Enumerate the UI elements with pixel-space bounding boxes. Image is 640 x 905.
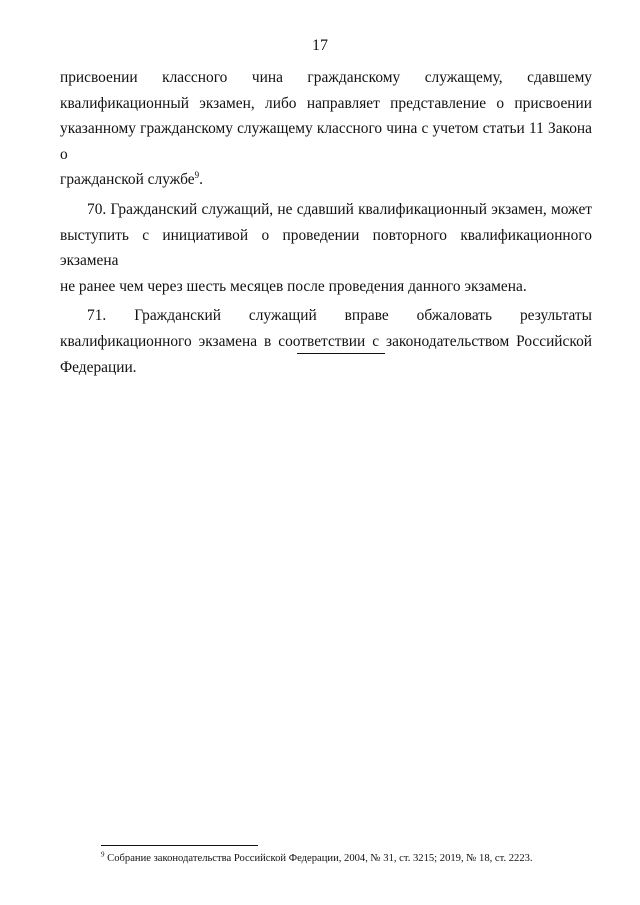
paragraph-line: присвоении классного чина гражданскому служащему, сдавшему (60, 69, 592, 86)
paragraph-line: 71. Гражданский служащий вправе обжаловать результаты (87, 307, 592, 325)
footnote-reference: 9 (194, 170, 200, 181)
document-body (60, 65, 592, 380)
section-end-divider (297, 353, 385, 354)
paragraph-70 (60, 197, 592, 299)
paragraph-line: указанному гражданскому служащему классного чина с учетом статьи 11 Закона о (60, 120, 592, 163)
paragraph-line-last: Федерации. (60, 358, 137, 376)
paragraph-continuation (60, 65, 592, 193)
paragraph-line-punct: . (199, 171, 203, 189)
paragraph-line: квалификационного экзамена в соответствии с законодательством Российской (60, 332, 592, 350)
paragraph-line-last (60, 167, 592, 193)
footnote-separator (101, 845, 258, 846)
footnote-text: Собрание законодательства Российской Федерации, 2004, № 31, ст. 3215; 2019, № 18, ст. 2223. (104, 853, 533, 864)
paragraph-line: выступить с инициативой о проведении повторного квалификационного экзамена (60, 226, 592, 270)
paragraph-line-text: гражданской службе (60, 171, 195, 189)
paragraph-line: квалификационный экзамен, либо направляет представление о присвоении (60, 94, 592, 112)
paragraph-line: 70. Гражданский служащий, не сдавший квалификационный экзамен, может (87, 200, 592, 218)
page-number: 17 (312, 37, 328, 54)
paragraph-71 (60, 303, 592, 380)
paragraph-line-last: не ранее чем через шесть месяцев после проведения данного экзамена. (60, 277, 527, 295)
footnote (101, 852, 571, 866)
footnote-marker: 9 (101, 850, 105, 859)
